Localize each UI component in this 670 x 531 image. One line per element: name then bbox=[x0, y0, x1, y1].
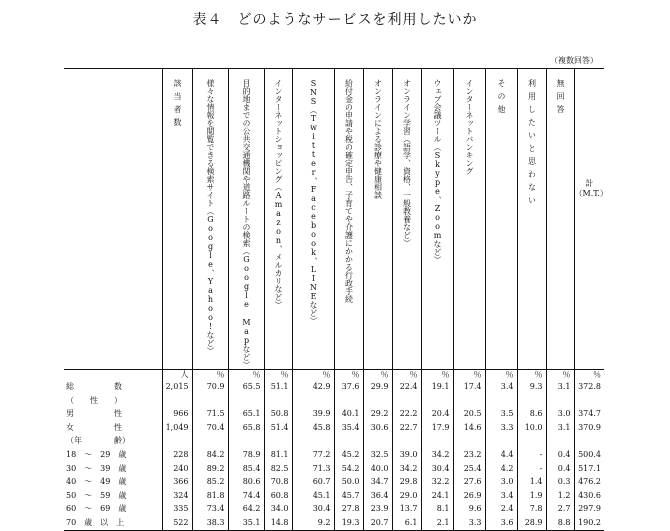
table-cell: 70.9 bbox=[192, 380, 228, 394]
row-label: 女 性 bbox=[66, 422, 122, 432]
table-cell: 500.4 bbox=[574, 448, 604, 462]
table-cell: 20.5 bbox=[453, 407, 485, 421]
unit-cell: ％ bbox=[228, 370, 264, 381]
table-cell: 17.4 bbox=[453, 380, 485, 394]
column-header-3 bbox=[264, 69, 292, 370]
table-cell: 34.2 bbox=[421, 448, 453, 462]
table-cell: 3.0 bbox=[485, 475, 517, 489]
table-cell: 335 bbox=[162, 502, 192, 516]
table-cell: 22.7 bbox=[392, 421, 421, 435]
table-cell: 29.9 bbox=[363, 380, 392, 394]
column-header-12 bbox=[546, 69, 574, 370]
table-cell: 23.2 bbox=[453, 448, 485, 462]
table-cell: 45.8 bbox=[292, 421, 334, 435]
table-cell: 70.8 bbox=[264, 475, 292, 489]
table-cell: 35.4 bbox=[334, 421, 363, 435]
table-cell: 45.1 bbox=[292, 489, 334, 503]
table-cell bbox=[485, 434, 517, 448]
table-cell bbox=[292, 434, 334, 448]
table-cell: 517.1 bbox=[574, 462, 604, 476]
table-cell: 85.4 bbox=[228, 462, 264, 476]
table-cell bbox=[363, 434, 392, 448]
table-cell: 1.2 bbox=[546, 489, 574, 503]
table-cell: 2.7 bbox=[546, 502, 574, 516]
column-header-6 bbox=[363, 69, 392, 370]
table-cell: 73.4 bbox=[192, 502, 228, 516]
table-cell: 9.3 bbox=[517, 380, 546, 394]
table-cell: 71.5 bbox=[192, 407, 228, 421]
unit-cell: ％ bbox=[264, 370, 292, 381]
table-cell: 81.8 bbox=[192, 489, 228, 503]
table-title: 表４ どのようなサービスを利用したいか bbox=[192, 12, 478, 28]
table-cell bbox=[264, 394, 292, 408]
table-cell: 1.9 bbox=[517, 489, 546, 503]
unit-cell: ％ bbox=[485, 370, 517, 381]
table-cell: 27.6 bbox=[453, 475, 485, 489]
unit-cell: ％ bbox=[292, 370, 334, 381]
table-cell: 39.0 bbox=[392, 448, 421, 462]
table-cell: 3.4 bbox=[485, 489, 517, 503]
row-label: 男 性 bbox=[66, 409, 122, 419]
table-cell: 28.9 bbox=[517, 516, 546, 530]
table-row bbox=[64, 475, 604, 489]
table-row bbox=[64, 462, 604, 476]
table-cell bbox=[264, 434, 292, 448]
table-cell: 30.4 bbox=[292, 502, 334, 516]
row-label: 40 ～ 49 歳 bbox=[66, 477, 127, 487]
table-cell: 240 bbox=[162, 462, 192, 476]
table-row bbox=[64, 448, 604, 462]
table-cell: 51.4 bbox=[264, 421, 292, 435]
table-cell: 370.9 bbox=[574, 421, 604, 435]
table-cell: 45.7 bbox=[334, 489, 363, 503]
table-cell: 372.8 bbox=[574, 380, 604, 394]
table-cell: 228 bbox=[162, 448, 192, 462]
table-cell bbox=[228, 434, 264, 448]
table-cell: 50.8 bbox=[264, 407, 292, 421]
table-cell: 78.9 bbox=[228, 448, 264, 462]
table-cell: 82.5 bbox=[264, 462, 292, 476]
table-cell: 10.0 bbox=[517, 421, 546, 435]
table-row bbox=[64, 489, 604, 503]
table-cell: 20.4 bbox=[421, 407, 453, 421]
table-cell: 45.2 bbox=[334, 448, 363, 462]
table-cell: 3.4 bbox=[485, 380, 517, 394]
table-cell: 430.6 bbox=[574, 489, 604, 503]
table-cell: 22.4 bbox=[392, 380, 421, 394]
table-cell bbox=[453, 434, 485, 448]
table-cell bbox=[334, 394, 363, 408]
unit-cell: ％ bbox=[453, 370, 485, 381]
column-header-label: 計（M.T.） bbox=[574, 179, 608, 198]
table-cell: 0.4 bbox=[546, 448, 574, 462]
column-header-11 bbox=[517, 69, 546, 370]
unit-cell: ％ bbox=[517, 370, 546, 381]
column-header-label: ウェブ会議ツール（Skype、Zoomなど） bbox=[433, 79, 442, 264]
table-cell: 34.0 bbox=[264, 502, 292, 516]
table-cell: 65.5 bbox=[228, 380, 264, 394]
table-cell: 40.1 bbox=[334, 407, 363, 421]
table-cell: 190.2 bbox=[574, 516, 604, 530]
unit-cell: ％ bbox=[392, 370, 421, 381]
survey-table bbox=[64, 68, 608, 531]
table-cell: 29.8 bbox=[392, 475, 421, 489]
row-label: 50 ～ 59 歳 bbox=[66, 490, 127, 500]
unit-cell: ％ bbox=[363, 370, 392, 381]
unit-row-label bbox=[64, 370, 162, 381]
table-cell: 85.2 bbox=[192, 475, 228, 489]
column-header-5 bbox=[334, 69, 363, 370]
table-cell bbox=[292, 394, 334, 408]
table-cell bbox=[192, 394, 228, 408]
table-cell: 3.1 bbox=[546, 421, 574, 435]
row-label: 総 数 bbox=[66, 382, 122, 391]
table-cell: 3.1 bbox=[546, 380, 574, 394]
table-cell bbox=[574, 434, 604, 448]
table-cell: 25.4 bbox=[453, 462, 485, 476]
table-cell bbox=[228, 394, 264, 408]
unit-cell: 人 bbox=[162, 370, 192, 381]
table-cell: 39.9 bbox=[292, 407, 334, 421]
table-cell: 522 bbox=[162, 516, 192, 530]
table-cell: 7.8 bbox=[517, 502, 546, 516]
table-cell: 1,049 bbox=[162, 421, 192, 435]
table-cell bbox=[392, 434, 421, 448]
header-row bbox=[64, 69, 604, 370]
table-cell: 60.8 bbox=[264, 489, 292, 503]
table-cell: 51.1 bbox=[264, 380, 292, 394]
column-header-label: オンラインによる診療や健康相談 bbox=[373, 79, 383, 199]
table-cell bbox=[162, 394, 192, 408]
column-header-label: SNS（Twitter、Facebook、LINEなど） bbox=[309, 79, 318, 325]
table-cell: 324 bbox=[162, 489, 192, 503]
table-body bbox=[64, 370, 604, 531]
column-header-4 bbox=[292, 69, 334, 370]
table-cell: 19.1 bbox=[421, 380, 453, 394]
column-header-label: その他 bbox=[497, 79, 506, 118]
table-cell: 2.4 bbox=[485, 502, 517, 516]
table-cell bbox=[546, 394, 574, 408]
row-label: 60 ～ 69 歳 bbox=[66, 504, 127, 514]
column-header-label: 目的地までの公共交通機関や道路ルートの検索（Google Mapなど） bbox=[242, 79, 251, 369]
table-cell: 29.0 bbox=[392, 489, 421, 503]
row-label: （ 性 ） bbox=[66, 395, 122, 405]
column-header-8 bbox=[421, 69, 453, 370]
table-cell: 60.7 bbox=[292, 475, 334, 489]
column-header-10 bbox=[485, 69, 517, 370]
row-label: 30 ～ 39 歳 bbox=[66, 463, 127, 473]
table-cell: 89.2 bbox=[192, 462, 228, 476]
table-row bbox=[64, 407, 604, 421]
table-cell bbox=[363, 394, 392, 408]
table-cell: 9.6 bbox=[453, 502, 485, 516]
table-cell: 476.2 bbox=[574, 475, 604, 489]
table-cell bbox=[453, 394, 485, 408]
table-cell bbox=[517, 394, 546, 408]
table-cell: 74.4 bbox=[228, 489, 264, 503]
table-cell: 35.1 bbox=[228, 516, 264, 530]
table-cell: 3.3 bbox=[485, 421, 517, 435]
table-row bbox=[64, 434, 604, 448]
table-cell bbox=[392, 394, 421, 408]
table-cell: 366 bbox=[162, 475, 192, 489]
table-cell: 13.7 bbox=[392, 502, 421, 516]
table-cell: 4.2 bbox=[485, 462, 517, 476]
table-cell: 30.6 bbox=[363, 421, 392, 435]
column-header-label: 給付金の申請や税の確定申告、子育てや介護にかかる行政手続 bbox=[344, 79, 354, 303]
table-cell: 3.3 bbox=[453, 516, 485, 530]
table-cell: 374.7 bbox=[574, 407, 604, 421]
table-cell: 9.2 bbox=[292, 516, 334, 530]
unit-row bbox=[64, 370, 604, 381]
table-cell: 38.3 bbox=[192, 516, 228, 530]
table-row bbox=[64, 421, 604, 435]
column-header-label: 無回答 bbox=[556, 79, 565, 118]
table-cell: 34.2 bbox=[392, 462, 421, 476]
column-header-0 bbox=[162, 69, 192, 370]
table-cell: 19.3 bbox=[334, 516, 363, 530]
row-label: （年 齢） bbox=[66, 436, 130, 446]
table-row bbox=[64, 380, 604, 394]
table-cell: 0.3 bbox=[546, 475, 574, 489]
table-cell bbox=[192, 434, 228, 448]
column-header-1 bbox=[192, 69, 228, 370]
table-cell: 34.7 bbox=[363, 475, 392, 489]
table-cell: 29.2 bbox=[363, 407, 392, 421]
table-cell: 65.8 bbox=[228, 421, 264, 435]
table-cell: 14.6 bbox=[453, 421, 485, 435]
table-cell: 81.1 bbox=[264, 448, 292, 462]
table-cell: 17.9 bbox=[421, 421, 453, 435]
table-cell: 6.1 bbox=[392, 516, 421, 530]
column-header-7 bbox=[392, 69, 421, 370]
table-cell bbox=[517, 434, 546, 448]
column-header-label: インターネットバンキング bbox=[465, 79, 474, 175]
table-cell: 4.4 bbox=[485, 448, 517, 462]
table-cell: - bbox=[517, 462, 546, 476]
column-header-label: 様々な情報を閲覧できる検索サイト（Google、Yahoo!など） bbox=[206, 79, 215, 355]
table-cell: 71.3 bbox=[292, 462, 334, 476]
table-cell bbox=[334, 434, 363, 448]
unit-cell: ％ bbox=[192, 370, 228, 381]
column-header-label: 利用したいと思わない bbox=[527, 79, 537, 209]
column-header-2 bbox=[228, 69, 264, 370]
column-header-9 bbox=[453, 69, 485, 370]
table-cell: 1.4 bbox=[517, 475, 546, 489]
table-row bbox=[64, 394, 604, 408]
table-cell: 40.0 bbox=[363, 462, 392, 476]
table-cell: 30.4 bbox=[421, 462, 453, 476]
table-cell: 36.4 bbox=[363, 489, 392, 503]
table-cell: 14.8 bbox=[264, 516, 292, 530]
table-cell: 966 bbox=[162, 407, 192, 421]
table-cell: 20.7 bbox=[363, 516, 392, 530]
unit-cell: ％ bbox=[574, 370, 604, 381]
table-cell: 2.1 bbox=[421, 516, 453, 530]
table-cell: 297.9 bbox=[574, 502, 604, 516]
table-cell: 37.6 bbox=[334, 380, 363, 394]
unit-cell: ％ bbox=[334, 370, 363, 381]
column-header-label: インターネットショッピング（Amazon、メルカリなど） bbox=[274, 79, 283, 309]
table-cell: 8.8 bbox=[546, 516, 574, 530]
column-header-label: 該当者数 bbox=[173, 79, 182, 131]
table-cell: 77.2 bbox=[292, 448, 334, 462]
unit-cell: ％ bbox=[421, 370, 453, 381]
row-label: 18 ～ 29 歳 bbox=[66, 449, 127, 459]
table-cell: 42.9 bbox=[292, 380, 334, 394]
table-cell bbox=[574, 394, 604, 408]
table-cell bbox=[162, 434, 192, 448]
table-cell: - bbox=[517, 448, 546, 462]
row-label: 70 歳 以 上 bbox=[64, 516, 162, 530]
table-cell bbox=[546, 434, 574, 448]
table-cell: 3.0 bbox=[546, 407, 574, 421]
table-cell: 3.6 bbox=[485, 516, 517, 530]
table-cell bbox=[421, 434, 453, 448]
multiple-answer-note: （複数回答） bbox=[550, 56, 598, 65]
table-cell: 27.8 bbox=[334, 502, 363, 516]
table-row bbox=[64, 502, 604, 516]
column-header-label: オンライン学習（語学、資格、一般教養など） bbox=[402, 79, 412, 247]
table-cell: 8.6 bbox=[517, 407, 546, 421]
table-cell: 8.1 bbox=[421, 502, 453, 516]
table-cell: 3.5 bbox=[485, 407, 517, 421]
table-cell bbox=[421, 394, 453, 408]
table-row bbox=[64, 516, 604, 530]
table-cell: 80.6 bbox=[228, 475, 264, 489]
table-cell: 70.4 bbox=[192, 421, 228, 435]
table-cell: 50.0 bbox=[334, 475, 363, 489]
table-cell: 32.2 bbox=[421, 475, 453, 489]
table-cell: 64.2 bbox=[228, 502, 264, 516]
table-cell: 22.2 bbox=[392, 407, 421, 421]
table-cell: 2,015 bbox=[162, 380, 192, 394]
table-cell: 26.9 bbox=[453, 489, 485, 503]
table-cell: 84.2 bbox=[192, 448, 228, 462]
column-header-13 bbox=[574, 69, 608, 370]
table-cell: 23.9 bbox=[363, 502, 392, 516]
table-cell: 24.1 bbox=[421, 489, 453, 503]
table-cell: 0.4 bbox=[546, 462, 574, 476]
table-cell bbox=[485, 394, 517, 408]
table-cell: 54.2 bbox=[334, 462, 363, 476]
table-cell: 32.5 bbox=[363, 448, 392, 462]
table-cell: 65.1 bbox=[228, 407, 264, 421]
header-corner bbox=[64, 69, 162, 370]
unit-cell: ％ bbox=[546, 370, 574, 381]
